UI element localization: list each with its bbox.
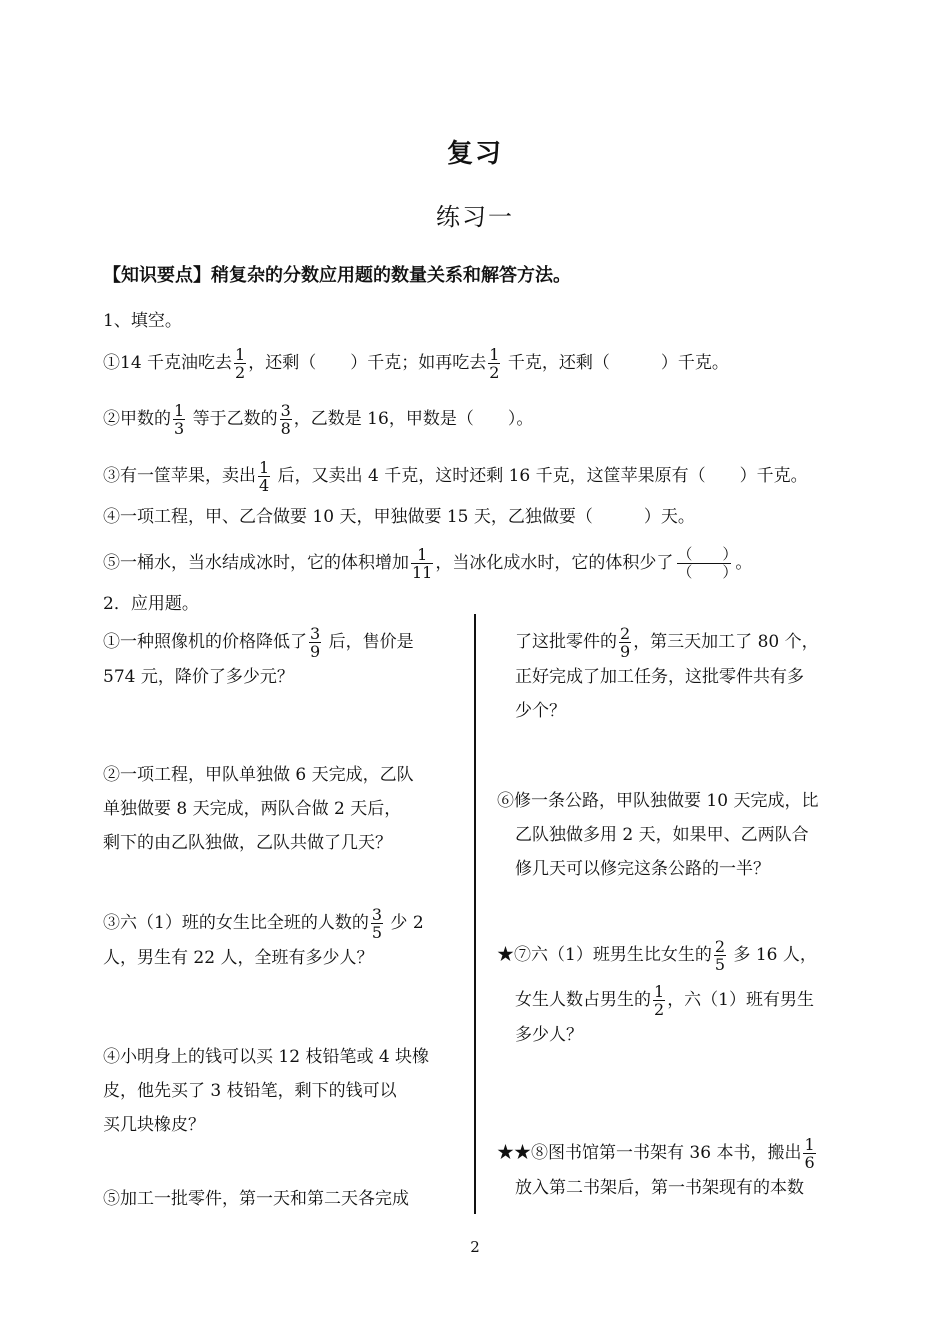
fraction: $\frac{1}{3}$ [174,401,185,438]
fill-question-1: ①14 千克油吃去 $\frac{1}{2}$ ，还剩（ ）千克；如再吃去 $\frac{1}{2}$ 千克，还剩（ ）千克。 [103,345,729,382]
fill-question-3: ③有一筐苹果，卖出 $\frac{1}{4}$ 后，又卖出 4 千克，这时还剩 16 千克，这筐苹果原有（ ）千克。 [103,458,808,495]
fraction: $\frac{2}{5}$ [714,937,726,974]
section2-heading: 2．应用题。 [103,594,199,614]
fraction: $\frac{1}{2}$ [235,345,246,382]
fill-question-5: ⑤一桶水，当水结成冰时，它的体积增加 $\frac{1}{11}$ ，当冰化成水时，它的体积少了 $\frac{( )}{( )}$ 。 [103,545,753,582]
fraction: $\frac{1}{2}$ [489,345,500,382]
page-title: 复习 [446,139,503,169]
problem-2: ②一项工程，甲队单独做 6 天完成，乙队 单独做要 8 天完成，两队合做 2 天后， 剩下的由乙队独做，乙队共做了几天？ [103,765,414,853]
fraction: $\frac{3}{5}$ [371,905,383,942]
page-subtitle: 练习一 [436,203,514,231]
problem-8: ★★⑧图书馆第一书架有 36 本书，搬出 $\frac{1}{6}$ 放入第二书架后，第一书架现有的本数 [497,1135,815,1198]
problem-7: ★⑦六（1）班男生比女生的 $\frac{2}{5}$ 多 16 人， 女生人数占男生的 $\frac{1}{2}$ ，六（1）班有男生 多少人？ [497,937,817,1045]
column-divider [474,614,476,1214]
section1-heading: 1、填空。 [103,311,182,331]
fill-question-2: ②甲数的 $\frac{1}{3}$ 等于乙数的 $\frac{3}{8}$ ，乙数是 16，甲数是（ ）。 [103,401,534,438]
page-number: 2 [470,1238,480,1256]
problem-5-continued: 了这批零件的 $\frac{2}{9}$ ，第三天加工了 80 个， 正好完成了加工任务，这批零件共有多 少个？ [515,624,819,721]
fraction: $\frac{1}{11}$ [412,545,433,582]
fraction: $\frac{3}{8}$ [280,401,291,438]
fraction: $\frac{3}{9}$ [310,624,321,661]
problem-4: ④小明身上的钱可以买 12 枝铅笔或 4 块橡 皮，他先买了 3 枝铅笔，剩下的钱可以 买几块橡皮？ [103,1047,430,1135]
problem-6: ⑥修一条公路，甲队独做要 10 天完成，比 乙队独做多用 2 天，如果甲、乙两队合 修几天可以修完这条公路的一半？ [497,791,819,879]
key-points [103,261,571,287]
fraction: $\frac{1}{4}$ [259,458,270,495]
problem-1: ①一种照像机的价格降低了 $\frac{3}{9}$ 后，售价是 574 元，降价了多少元？ [103,624,414,687]
key-points-label: 【知识要点】 [103,265,211,286]
blank-fraction: $\frac{( )}{( )}$ [677,545,738,581]
key-points-text: 稍复杂的分数应用题的数量关系和解答方法。 [211,265,571,286]
problem-3: ③六（1）班的女生比全班的人数的 $\frac{3}{5}$ 少 2 人，男生有 22 人，全班有多少人？ [103,905,424,968]
fraction: $\frac{1}{6}$ [804,1135,815,1172]
fraction: $\frac{1}{2}$ [654,982,665,1019]
fraction: $\frac{2}{9}$ [620,624,631,661]
fill-question-4: ④一项工程，甲、乙合做要 10 天，甲独做要 15 天，乙独做要（ ）天。 [103,507,695,527]
problem-5: ⑤加工一批零件，第一天和第二天各完成 [103,1189,409,1209]
